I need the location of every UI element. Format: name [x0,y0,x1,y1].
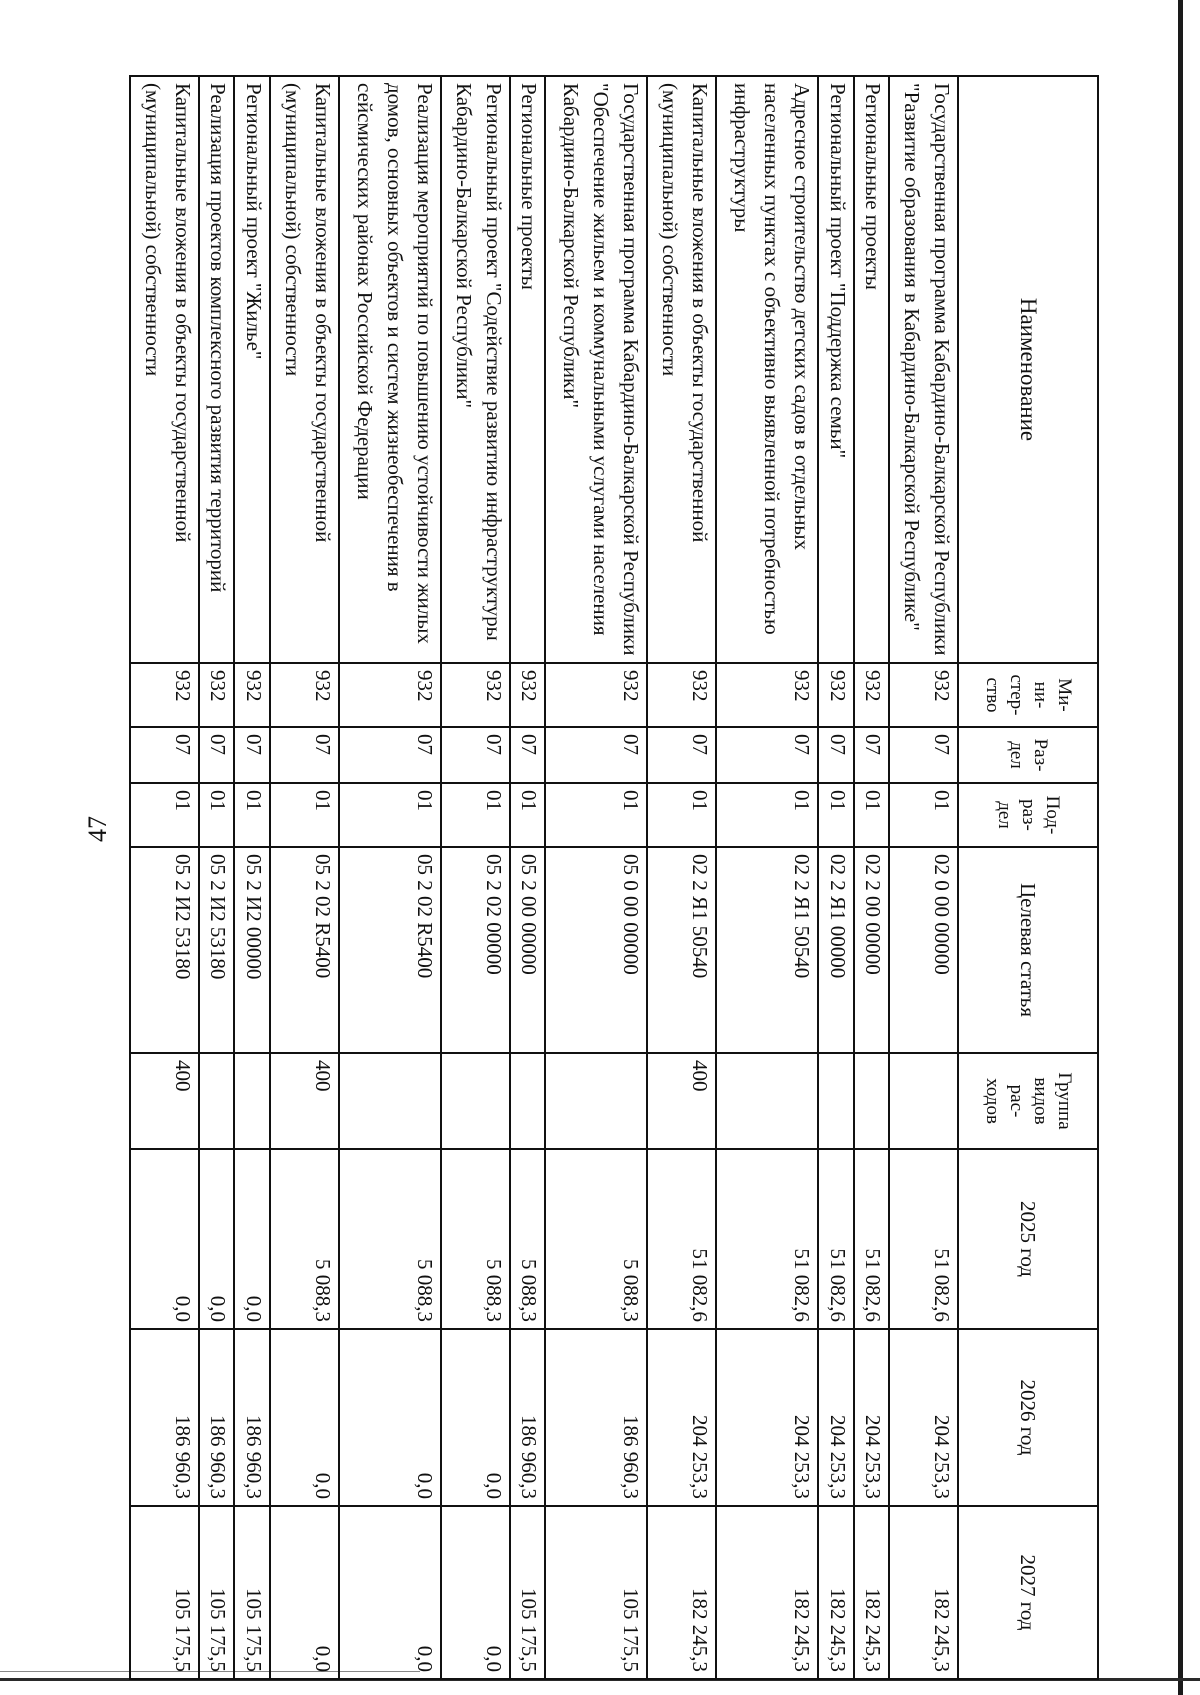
cell-name: Капитальные вложения в объекты государственной (муниципальной) собственности [270,76,339,663]
cell-2025: 5 088,3 [339,1149,441,1329]
cell-subsection: 01 [130,783,199,847]
cell-target: 02 0 00 00000 [889,847,958,1053]
cell-group [510,1053,546,1149]
cell-2026: 204 253,3 [854,1329,890,1506]
cell-ministry: 932 [854,663,890,727]
cell-ministry: 932 [889,663,958,727]
cell-target: 02 2 00 00000 [854,847,890,1053]
cell-2025: 51 082,6 [854,1149,890,1329]
cell-2026: 186 960,3 [130,1329,199,1506]
cell-2026: 0,0 [339,1329,441,1506]
cell-ministry: 932 [441,663,510,727]
cell-subsection: 01 [510,783,546,847]
header-2025: 2025 год [958,1149,1098,1329]
table-row [270,76,339,1679]
cell-subsection: 01 [818,783,854,847]
cell-target: 05 2 02 00000 [441,847,510,1053]
cell-subsection: 01 [339,783,441,847]
table-row [545,76,647,1679]
cell-ministry: 932 [130,663,199,727]
cell-target: 05 2 И2 53180 [199,847,235,1053]
cell-section: 07 [199,727,235,783]
cell-subsection: 01 [854,783,890,847]
cell-target: 05 2 И2 00000 [234,847,270,1053]
cell-section: 07 [339,727,441,783]
cell-2026: 186 960,3 [234,1329,270,1506]
cell-target: 05 0 00 00000 [545,847,647,1053]
header-name: Наименование [958,76,1098,663]
page-edge-right [1178,0,1183,1695]
table-row [130,76,199,1679]
cell-2027: 105 175,5 [510,1506,546,1679]
cell-group: 400 [270,1053,339,1149]
cell-name: Региональный проект "Содействие развитию инфраструктуры Кабардино-Балкарской Республики" [441,76,510,663]
cell-section: 07 [130,727,199,783]
cell-2025: 5 088,3 [441,1149,510,1329]
cell-2027: 182 245,3 [818,1506,854,1679]
cell-group [716,1053,818,1149]
cell-section: 07 [818,727,854,783]
cell-name: Капитальные вложения в объекты государственной (муниципальной) собственности [130,76,199,663]
cell-2027: 182 245,3 [889,1506,958,1679]
cell-group: 400 [130,1053,199,1149]
cell-section: 07 [889,727,958,783]
header-subsection: Под- раз- дел [958,783,1098,847]
cell-ministry: 932 [199,663,235,727]
cell-2025: 51 082,6 [716,1149,818,1329]
header-section: Раз- дел [958,727,1098,783]
cell-2027: 182 245,3 [647,1506,716,1679]
cell-group [889,1053,958,1149]
cell-section: 07 [545,727,647,783]
cell-ministry: 932 [234,663,270,727]
cell-name: Реализация проектов комплексного развития территорий [199,76,235,663]
cell-2026: 0,0 [270,1329,339,1506]
cell-name: Реализация мероприятий по повышению устойчивости жилых домов, основных объектов и систем жизнеобеспечения в сейсмических районах Российской Федерации [339,76,441,663]
cell-section: 07 [647,727,716,783]
cell-subsection: 01 [716,783,818,847]
cell-group [234,1053,270,1149]
table-row [854,76,890,1679]
cell-ministry: 932 [716,663,818,727]
cell-section: 07 [854,727,890,783]
cell-target: 02 2 Я1 00000 [818,847,854,1053]
cell-2027: 105 175,5 [199,1506,235,1679]
cell-2025: 5 088,3 [545,1149,647,1329]
cell-target: 05 2 02 R5400 [270,847,339,1053]
cell-2027: 182 245,3 [716,1506,818,1679]
cell-2026: 186 960,3 [545,1329,647,1506]
cell-ministry: 932 [270,663,339,727]
cell-target: 02 2 Я1 50540 [716,847,818,1053]
cell-2025: 0,0 [199,1149,235,1329]
cell-subsection: 01 [199,783,235,847]
header-2027: 2027 год [958,1506,1098,1679]
cell-target: 05 2 И2 53180 [130,847,199,1053]
cell-name: Капитальные вложения в объекты государственной (муниципальной) собственности [647,76,716,663]
cell-name: Государственная программа Кабардино-Балкарской Республики "Развитие образования в Кабардино-Балкарской Республике" [889,76,958,663]
cell-target: 05 2 00 00000 [510,847,546,1053]
cell-2026: 186 960,3 [199,1329,235,1506]
table-row [647,76,716,1679]
cell-section: 07 [270,727,339,783]
cell-2025: 5 088,3 [270,1149,339,1329]
table-row [234,76,270,1679]
cell-subsection: 01 [234,783,270,847]
cell-2025: 51 082,6 [818,1149,854,1329]
header-ministry: Ми- ни- стер- ство [958,663,1098,727]
table-row [199,76,235,1679]
cell-group [441,1053,510,1149]
cell-ministry: 932 [339,663,441,727]
cell-2027: 105 175,5 [545,1506,647,1679]
cell-2027: 105 175,5 [234,1506,270,1679]
cell-group [545,1053,647,1149]
cell-2027: 182 245,3 [854,1506,890,1679]
cell-2025: 51 082,6 [889,1149,958,1329]
header-target: Целевая статья [958,847,1098,1053]
table-row [716,76,818,1679]
cell-subsection: 01 [647,783,716,847]
cell-2026: 0,0 [441,1329,510,1506]
cell-subsection: 01 [545,783,647,847]
cell-name: Региональный проект "Жилье" [234,76,270,663]
table-row [818,76,854,1679]
cell-2026: 186 960,3 [510,1329,546,1506]
cell-2027: 0,0 [270,1506,339,1679]
budget-table [129,75,1099,1680]
table-header-row [958,76,1098,1679]
cell-2027: 0,0 [339,1506,441,1679]
cell-2026: 204 253,3 [818,1329,854,1506]
table-row [510,76,546,1679]
cell-2026: 204 253,3 [716,1329,818,1506]
header-group: Группа видов рас- ходов [958,1053,1098,1149]
cell-2027: 105 175,5 [130,1506,199,1679]
cell-2026: 204 253,3 [647,1329,716,1506]
cell-2025: 0,0 [130,1149,199,1329]
cell-2026: 204 253,3 [889,1329,958,1506]
cell-section: 07 [234,727,270,783]
cell-section: 07 [441,727,510,783]
cell-name: Региональные проекты [854,76,890,663]
rotated-table-container [129,75,1099,1678]
page-number: 47 [83,816,112,842]
cell-name: Адресное строительство детских садов в отдельных населенных пунктах с объективно выявленной потребностью инфраструктуры [716,76,818,663]
cell-group [854,1053,890,1149]
cell-ministry: 932 [545,663,647,727]
cell-name: Государственная программа Кабардино-Балкарской Республики "Обеспечение жильем и коммунальными услугами населения Кабардино-Балкарской Республики" [545,76,647,663]
header-2026: 2026 год [958,1329,1098,1506]
cell-subsection: 01 [270,783,339,847]
cell-target: 02 2 Я1 50540 [647,847,716,1053]
cell-2027: 0,0 [441,1506,510,1679]
table-row [339,76,441,1679]
cell-group [818,1053,854,1149]
cell-name: Региональные проекты [510,76,546,663]
cell-group [199,1053,235,1149]
cell-section: 07 [510,727,546,783]
cell-ministry: 932 [818,663,854,727]
table-row [889,76,958,1679]
cell-2025: 51 082,6 [647,1149,716,1329]
table-row [441,76,510,1679]
cell-group [339,1053,441,1149]
cell-name: Региональный проект "Поддержка семьи" [818,76,854,663]
cell-ministry: 932 [647,663,716,727]
cell-2025: 5 088,3 [510,1149,546,1329]
cell-ministry: 932 [510,663,546,727]
cell-subsection: 01 [889,783,958,847]
cell-group: 400 [647,1053,716,1149]
cell-subsection: 01 [441,783,510,847]
cell-target: 05 2 02 R5400 [339,847,441,1053]
cell-section: 07 [716,727,818,783]
cell-2025: 0,0 [234,1149,270,1329]
